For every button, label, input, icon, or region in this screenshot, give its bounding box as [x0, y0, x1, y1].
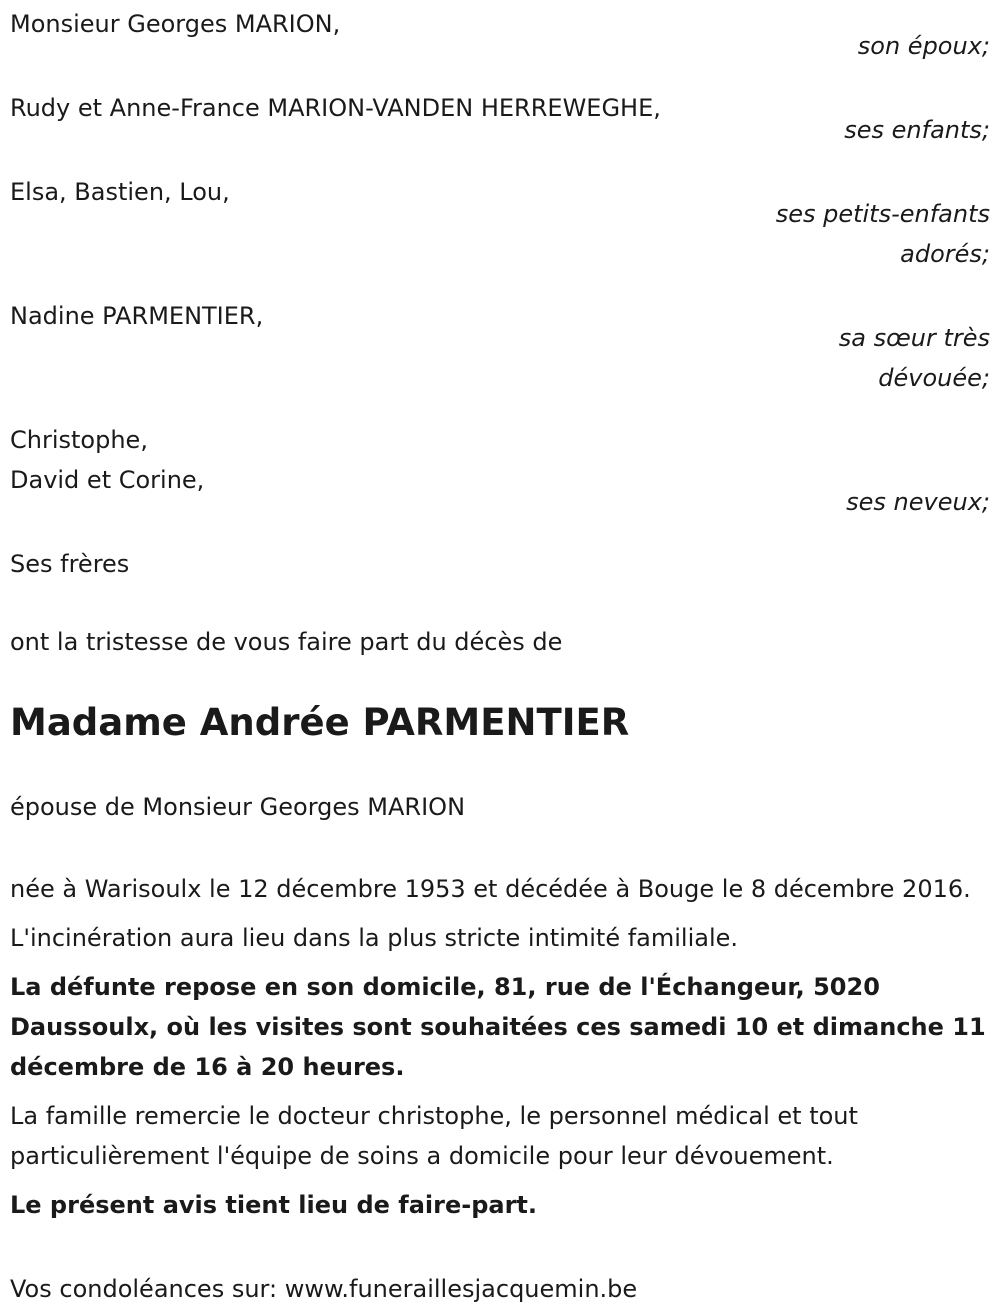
family-names: Christophe,: [10, 426, 148, 454]
repose-line: La défunte repose en son domicile, 81, rue de l'Échangeur, 5020 Daussoulx, où les visites sont souhaitées ces samedi 10 et dimanche 11 décembre de 16 à 20 heures.: [10, 973, 986, 1081]
family-entry-sister: [10, 296, 990, 398]
deceased-name: Madame Andrée PARMENTIER: [10, 701, 630, 744]
family-entry-nephews: [10, 420, 990, 522]
family-relation: son époux;: [857, 32, 990, 60]
family-names: Rudy et Anne-France MARION-VANDEN HERREWEGHE,: [10, 94, 661, 122]
notice-line: Le présent avis tient lieu de faire-part.: [10, 1191, 538, 1219]
family-relation-cont: adorés;: [900, 240, 990, 268]
announcement-intro: ont la tristesse de vous faire part du décès de: [10, 628, 563, 656]
family-names: Monsieur Georges MARION,: [10, 10, 341, 38]
spouse-line: épouse de Monsieur Georges MARION: [10, 793, 466, 821]
family-relation-cont: dévouée;: [878, 364, 990, 392]
family-relation: sa sœur très: [838, 324, 990, 352]
condolences-line: Vos condoléances sur: www.funeraillesjacquemin.be: [10, 1275, 638, 1303]
family-entry-grandchildren: [10, 172, 990, 274]
family-relation: ses enfants;: [844, 116, 990, 144]
family-entry-children: [10, 88, 990, 150]
incineration-line: L'incinération aura lieu dans la plus stricte intimité familiale.: [10, 924, 739, 952]
family-relation: ses neveux;: [846, 488, 990, 516]
birth-death-line: née à Warisoulx le 12 décembre 1953 et décédée à Bouge le 8 décembre 2016.: [10, 875, 971, 903]
family-names: Nadine PARMENTIER,: [10, 302, 264, 330]
thanks-line: La famille remercie le docteur christophe, le personnel médical et tout particulièrement l'équipe de soins a domicile pour leur dévouement.: [10, 1102, 858, 1170]
family-names-cont: David et Corine,: [10, 466, 205, 494]
family-entry-spouse: [10, 4, 990, 66]
family-names: Elsa, Bastien, Lou,: [10, 178, 230, 206]
family-entry-brothers: [10, 544, 990, 584]
family-relation: ses petits-enfants: [775, 200, 990, 228]
family-names: Ses frères: [10, 550, 130, 578]
